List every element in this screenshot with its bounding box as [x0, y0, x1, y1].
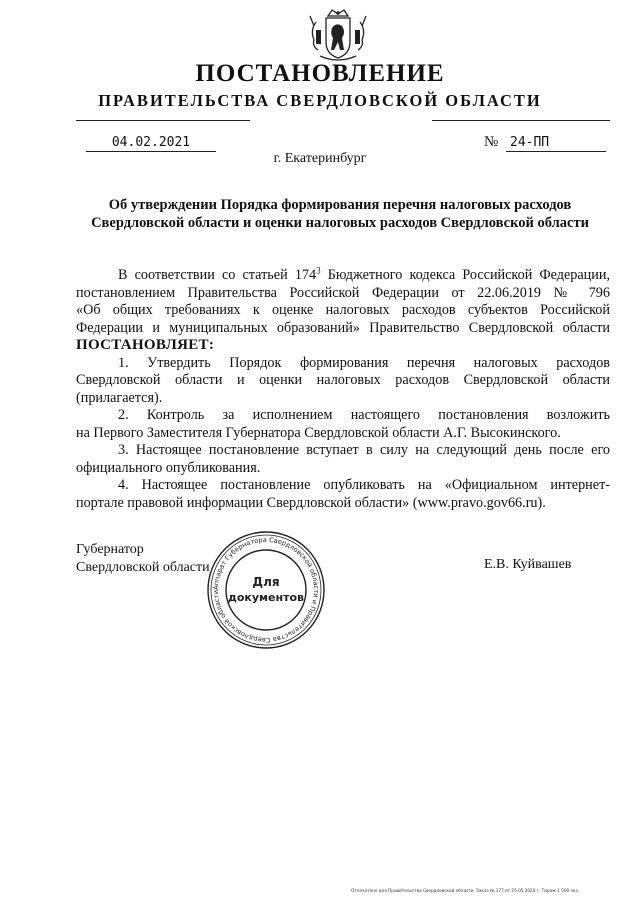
item-line: Свердловской области и оценки налоговых расходов Свердловской области [76, 372, 610, 388]
preamble-line: «Об общих требованиях к оценке налоговых расходов субъектов Российской [76, 302, 610, 318]
signatory-position [76, 541, 210, 576]
document-type-title: ПОСТАНОВЛЕНИЕ [195, 60, 445, 87]
signatory-name: Е.В. Куйвашев [484, 557, 572, 572]
item-line: 1. Утвердить Порядок формирования перечня налоговых расходов [118, 354, 610, 371]
item-line: (прилагается). [76, 389, 163, 406]
subject-line: Свердловской области и оценки налоговых расходов Свердловской области [91, 215, 589, 231]
preamble-text: В соответствии со статьей 174 [118, 267, 317, 283]
preamble-line: постановлением Правительства Российской Федерации от 22.06.2019 № 796 [76, 284, 610, 301]
article-superscript: 3 [316, 265, 321, 276]
position-line: Свердловской области [76, 559, 210, 575]
header-rule-right [432, 120, 610, 121]
position-line: Губернатор [76, 542, 144, 557]
official-stamp [204, 528, 328, 652]
stamp-ring-text: Аппарат Губернатора Свердловской области и Правительства Свердловской области [211, 535, 321, 645]
stamp-center-text: Для [252, 575, 280, 589]
print-footer: Отпечатано для Правительства Свердловской области. Заказ № 177 от 25.05.2020 г. Тираж 1 500 экз. [351, 888, 579, 893]
item-line: 3. Настоящее постановление вступает в силу на следующий день после его [118, 442, 610, 458]
preamble-line [76, 267, 610, 285]
coat-of-arms-emblem [302, 6, 374, 66]
document-subject [70, 196, 610, 232]
city-of-issue: г. Екатеринбург [273, 151, 367, 166]
decree-keyword: ПОСТАНОВЛЯЕТ: [76, 337, 215, 353]
subject-line: Об утверждении Порядка формирования перечня налоговых расходов [108, 197, 572, 213]
header-rule-left [76, 120, 250, 121]
item-line: официального опубликования. [76, 459, 261, 476]
document-date: 04.02.2021 [86, 135, 216, 152]
document-body [76, 267, 610, 512]
item-line: 2. Контроль за исполнением настоящего постановления возложить [118, 407, 610, 423]
item-line: портале правовой информации Свердловской области» (www.pravo.gov66.ru). [76, 494, 546, 511]
preamble-line: Федерации и муниципальных образований» Правительство Свердловской области [76, 319, 610, 336]
preamble-text: Бюджетного кодекса Российской Федерации, [320, 267, 610, 283]
item-line: на Первого Заместителя Губернатора Свердловской области А.Г. Высокинского. [76, 424, 561, 441]
issuing-authority: ПРАВИТЕЛЬСТВА СВЕРДЛОВСКОЙ ОБЛАСТИ [98, 91, 542, 110]
number-sign: № [484, 134, 499, 150]
stamp-center-text: документов [227, 591, 305, 604]
document-number: 24-ПП [506, 135, 606, 152]
item-line: 4. Настоящее постановление опубликовать на «Официальном интернет- [118, 477, 610, 493]
